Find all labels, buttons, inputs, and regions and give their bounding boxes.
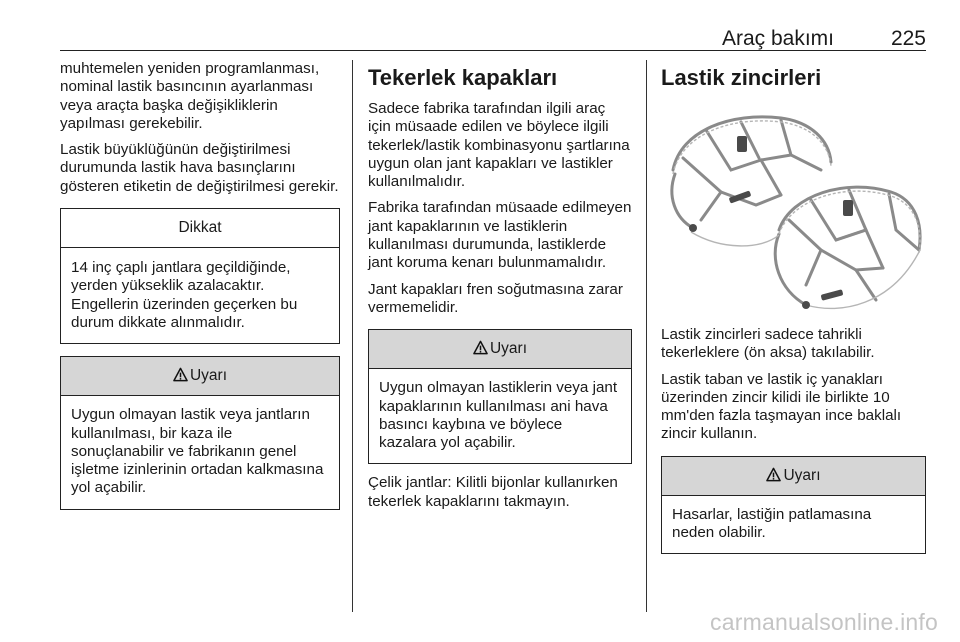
notice-title: Dikkat [61, 209, 339, 248]
warning-box [661, 456, 926, 555]
warning-header [61, 357, 339, 396]
column-divider [352, 60, 353, 612]
warning-text: Hasarlar, lastiğin patlamasına neden olabilir. [672, 505, 872, 542]
watermark: carmanualsonline.info [710, 609, 938, 635]
warning-text: Uygun olmayan lastik veya jantların kullanılması, bir kaza ile sonuçlanabilir ve fabrikanın genel işletme izinlerinin ortadan kalkmasına yol açabilir. [71, 406, 324, 497]
notice-box [60, 208, 340, 344]
warning-box [368, 329, 632, 464]
warning-triangle-icon [173, 359, 188, 397]
paragraph: muhtemelen yeniden programlanması, nominal lastik basıncının ayarlanması veya araçta başka değişikliklerin yapılması gerekebilir. [60, 60, 320, 132]
page-header [60, 22, 926, 51]
column-divider [646, 60, 647, 612]
paragraph: Jant kapakları fren soğutmasına zarar vermemelidir. [368, 280, 623, 316]
notice-text: 14 inç çaplı jantlara geçildiğinde, yerden yükseklik azalacaktır. Engellerin üzerinden geçerken bu durum dikkate alınmalıdır. [71, 259, 298, 331]
warning-header [662, 457, 925, 496]
column-left [60, 60, 340, 510]
paragraph: Sadece fabrika tarafından ilgili araç için müsaade edilen ve böylece ilgili tekerlek/lastik kombinasyonu şartlarına uygun olan jant kapakları ve lastikler kullanılmalıdır. [368, 100, 630, 191]
header-title: Araç bakımı [721, 27, 834, 50]
warning-title: Uyarı [783, 466, 821, 484]
paragraph: Fabrika tarafından müsaade edilmeyen jant kapaklarının ve lastiklerin kullanılması durumunda, lastiklerde jant koruma kenarı bulunmamalıdır. [368, 199, 632, 272]
page-number: 225 [890, 27, 926, 50]
section-heading: Lastik zincirleri [661, 65, 822, 90]
paragraph: Lastik taban ve lastik iç yanakları üzerinden zincir kilidi ile birlikte 10 mm'den fazla taşmayan ince baklalı zincir kullanın. [661, 370, 902, 443]
warning-title: Uyarı [189, 367, 228, 385]
warning-text: Uygun olmayan lastiklerin veya jant kapaklarının kullanılması ani hava basıncı kaybına ve böylece kazalara yol açabilir. [379, 379, 618, 452]
column-middle [368, 60, 632, 519]
warning-triangle-icon [766, 459, 781, 497]
warning-title: Uyarı [489, 340, 528, 358]
paragraph: Lastik zincirleri sadece tahrikli tekerleklere (ön aksa) takılabilir. [661, 326, 875, 362]
section-heading: Tekerlek kapakları [368, 65, 558, 90]
paragraph: Lastik büyüklüğünün değiştirilmesi durumunda lastik hava basınçlarını gösteren etiketin de değiştirilmesi gerekir. [60, 141, 339, 195]
warning-triangle-icon [473, 332, 488, 370]
paragraph: Çelik jantlar: Kilitli bijonlar kullanırken tekerlek kapaklarını takmayın. [368, 474, 618, 510]
column-right [661, 60, 926, 554]
warning-box [60, 356, 340, 509]
warning-header [369, 330, 631, 369]
snow-chains-illustration [661, 100, 926, 316]
